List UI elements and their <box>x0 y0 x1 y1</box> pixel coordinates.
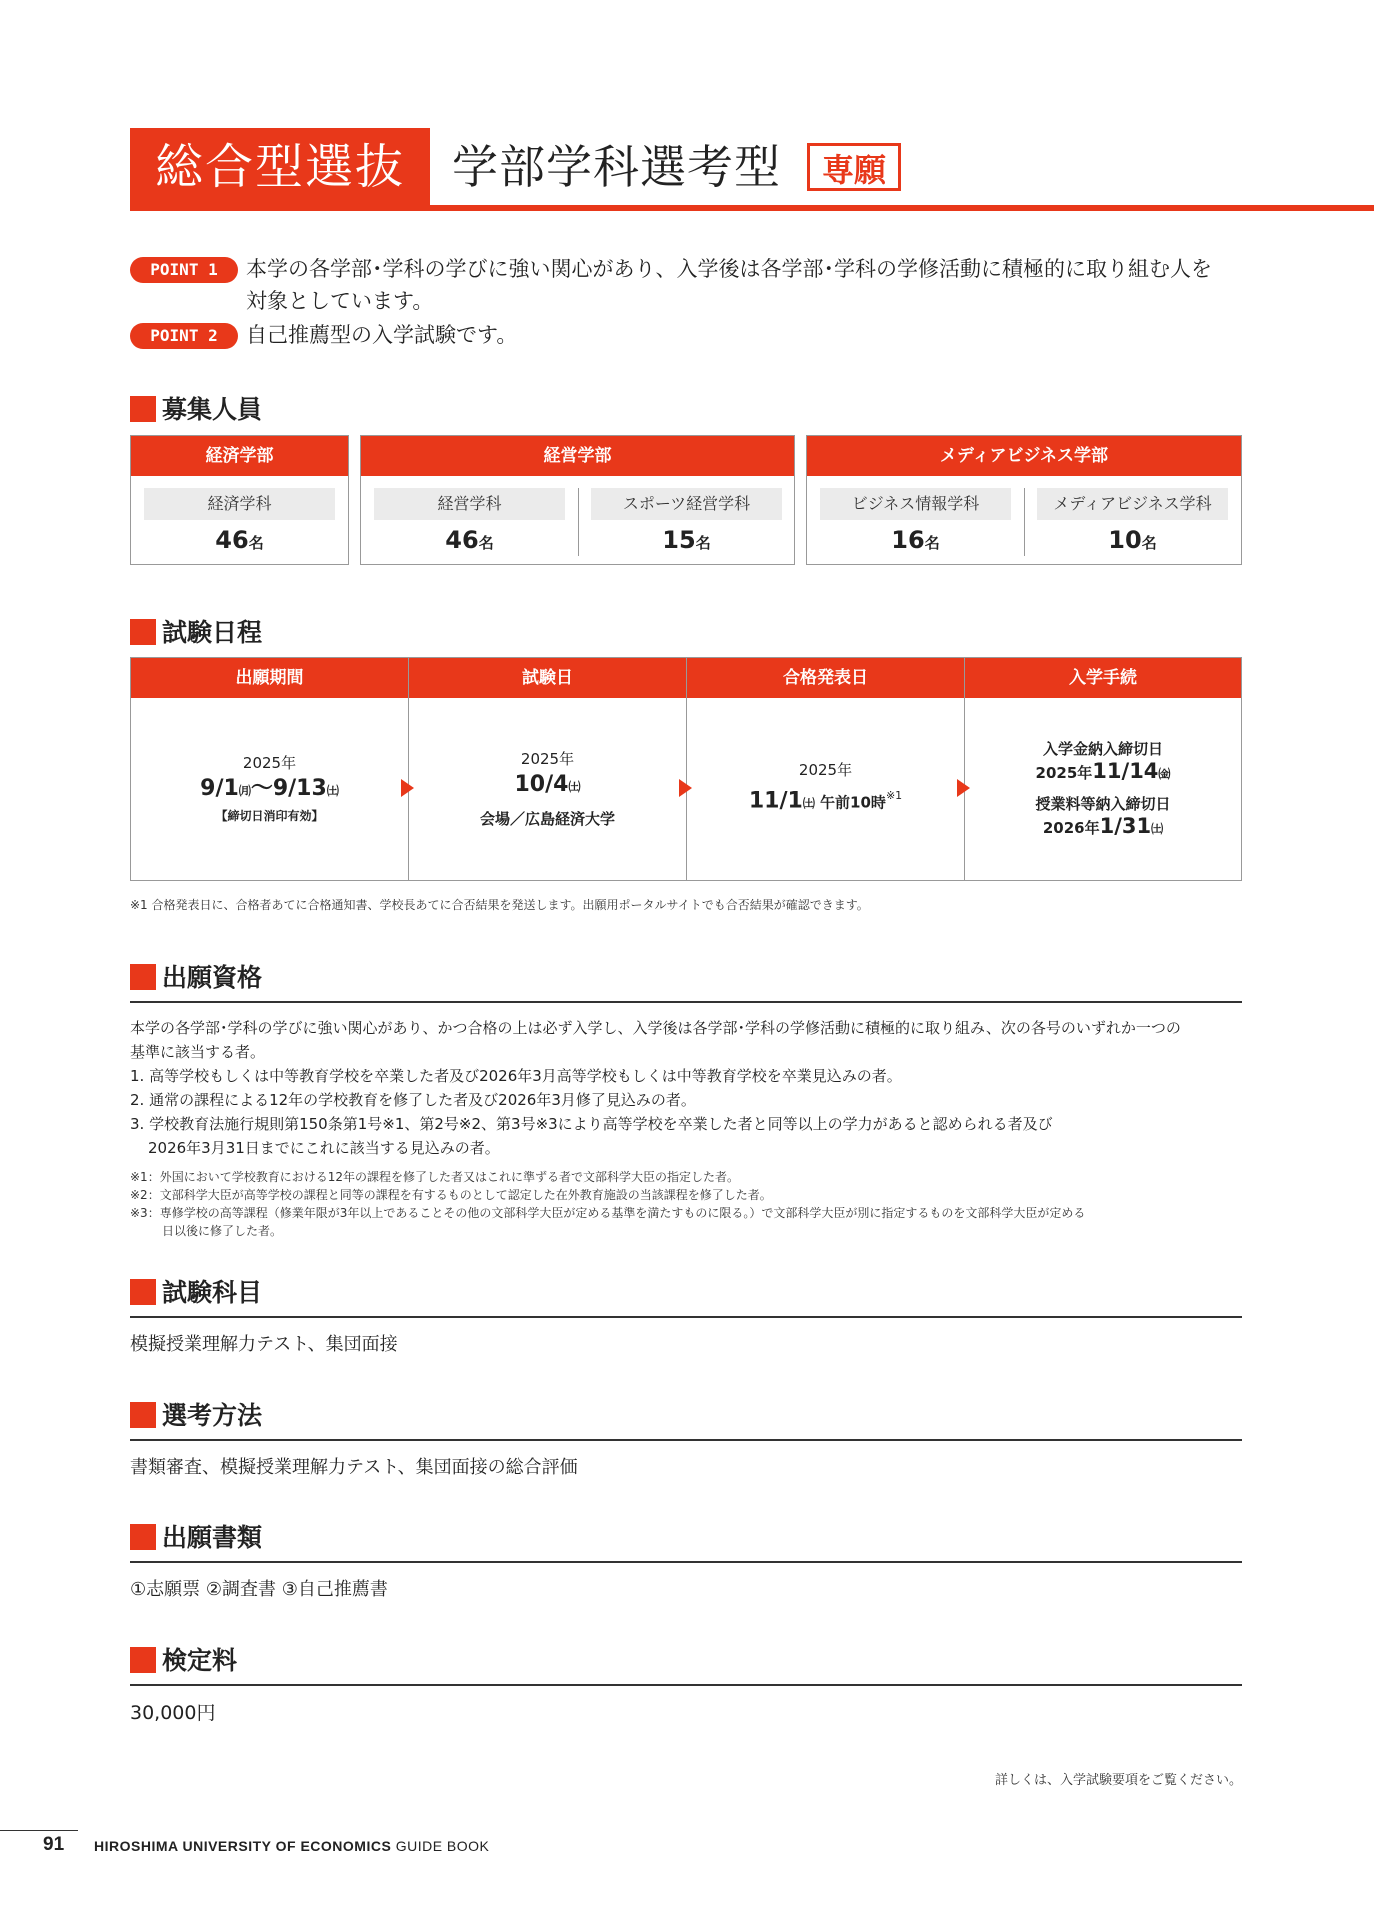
schedule-header-enrollment: 入学手続 <box>965 658 1241 698</box>
section-rule <box>130 1439 1242 1441</box>
heading-marker <box>130 619 156 645</box>
arrow-right-icon <box>957 779 970 797</box>
subjects-text: 模擬授業理解力テスト、集団面接 <box>130 1334 398 1355</box>
column-divider <box>578 488 579 556</box>
dept-capacity: 16名 <box>891 526 940 554</box>
dept-name: メディアビジネス学科 <box>1037 488 1228 520</box>
section-rule <box>130 1316 1242 1318</box>
enrollment-heading: 募集人員 <box>130 394 262 426</box>
dept-capacity: 46名 <box>215 526 264 554</box>
page-number: 91 <box>43 1834 65 1855</box>
dept-cell <box>374 488 565 554</box>
selection-type-title: 学部学科選考型 <box>452 140 781 194</box>
heading-marker <box>130 1524 156 1550</box>
heading-marker <box>130 964 156 990</box>
heading-marker <box>130 1402 156 1428</box>
section-rule <box>130 1561 1242 1563</box>
documents-heading: 出願書類 <box>130 1522 262 1554</box>
dept-capacity: 46名 <box>445 526 494 554</box>
dept-capacity: 10名 <box>1108 526 1157 554</box>
schedule-header-application: 出願期間 <box>131 658 408 698</box>
schedule-header-exam: 試験日 <box>409 658 686 698</box>
footer-rule <box>0 1830 78 1831</box>
application-period-cell: 2025年 9/1㈪～9/13㈯ 【締切日消印有効】 <box>200 754 339 823</box>
schedule-footnote: ※1 合格発表日に、合格者あてに合格通知書、学校長あてに合否結果を発送します。出願用ポータルサイトでも合否結果が確認できます。 <box>130 898 869 912</box>
dept-cell <box>591 488 782 554</box>
exclusive-badge: 専願 <box>807 143 901 191</box>
point-1-text: 本学の各学部･学科の学びに強い関心があり、入学後は各学部･学科の学修活動に積極的に取り組む人を 対象としています。 <box>246 257 1212 313</box>
dept-name: スポーツ経営学科 <box>591 488 782 520</box>
arrow-right-icon <box>401 779 414 797</box>
exam-date-cell: 2025年 10/4㈯ 会場／広島経済大学 <box>479 750 615 828</box>
method-text: 書類審査、模擬授業理解力テスト、集団面接の総合評価 <box>130 1457 578 1478</box>
subjects-heading: 試験科目 <box>130 1277 262 1309</box>
point-1-badge: POINT 1 <box>130 257 238 283</box>
qualification-notes: ※1：外国において学校教育における12年の課程を修了した者又はこれに準ずる者で文部科学大臣の指定した者。 ※2：文部科学大臣が高等学校の課程と同等の課程を有するものとして認定した在外教育施設の当該課程を修了した者。 ※3：専修学校の高等課程（修業年限が3年以上であることその他の文部科学大臣が定める基準を満たすものに限る。）で文部科学大臣が別に指定するものを文部科学大臣が定める 日以後に修了した者。 <box>130 1170 1086 1238</box>
heading-marker <box>130 396 156 422</box>
point-2-badge: POINT 2 <box>130 323 238 349</box>
faculty-box-media-business <box>806 435 1242 565</box>
enrollment-procedure-cell: 入学金納入締切日 2025年11/14㈮ 授業料等納入締切日 2026年1/31㈯ <box>1035 740 1171 838</box>
arrow-right-icon <box>679 779 692 797</box>
section-rule <box>130 1684 1242 1686</box>
schedule-header-result: 合格発表日 <box>687 658 964 698</box>
faculty-box-economics <box>130 435 349 565</box>
faculty-name: メディアビジネス学部 <box>807 436 1241 476</box>
dept-cell <box>1037 488 1228 554</box>
qualification-body: 本学の各学部･学科の学びに強い関心があり、かつ合格の上は必ず入学し、入学後は各学部･学科の学修活動に積極的に取り組み、次の各号のいずれか一つの 基準に該当する者。 1. 高等学校もしくは中等教育学校を卒業した者及び2026年3月高等学校もしくは中等教育学校を卒業見込みの者。 2. 通常の課程による12年の学校教育を修了した者及び2026年3月修了見込みの者。 3. 学校教育法施行規則第150条第1号※1、第2号※2、第3号※3により高等学校を卒業した者と同等以上の学力があると認められる者及び 2026年3月31日までにこれに該当する見込みの者。 <box>130 1019 1181 1157</box>
dept-name: 経済学科 <box>144 488 335 520</box>
faculty-name: 経営学部 <box>361 436 794 476</box>
column-divider <box>1024 488 1025 556</box>
documents-text: ①志願票 ②調査書 ③自己推薦書 <box>130 1579 388 1600</box>
section-rule <box>130 1001 1242 1003</box>
point-2-text: 自己推薦型の入学試験です。 <box>246 323 518 347</box>
heading-marker <box>130 1279 156 1305</box>
heading-marker <box>130 1647 156 1673</box>
dept-capacity: 15名 <box>662 526 711 554</box>
qualification-heading: 出願資格 <box>130 962 262 994</box>
result-date-cell: 2025年 11/1㈯ 午前10時$^{※1}$ <box>748 761 903 814</box>
header-rule <box>130 205 1374 211</box>
category-title: 総合型選抜 <box>130 128 430 206</box>
dept-name: ビジネス情報学科 <box>820 488 1011 520</box>
fee-heading: 検定料 <box>130 1645 237 1677</box>
bottom-note: 詳しくは、入学試験要項をご覧ください。 <box>994 1773 1242 1788</box>
schedule-table <box>130 657 1242 881</box>
fee-text: 30,000円 <box>130 1702 216 1724</box>
faculty-name: 経済学部 <box>131 436 348 476</box>
footer-brand: HIROSHIMA UNIVERSITY OF ECONOMICS GUIDE BOOK <box>94 1838 490 1854</box>
dept-cell <box>820 488 1011 554</box>
method-heading: 選考方法 <box>130 1400 262 1432</box>
dept-cell <box>144 488 335 554</box>
dept-name: 経営学科 <box>374 488 565 520</box>
schedule-heading: 試験日程 <box>130 617 262 649</box>
faculty-box-management <box>360 435 795 565</box>
